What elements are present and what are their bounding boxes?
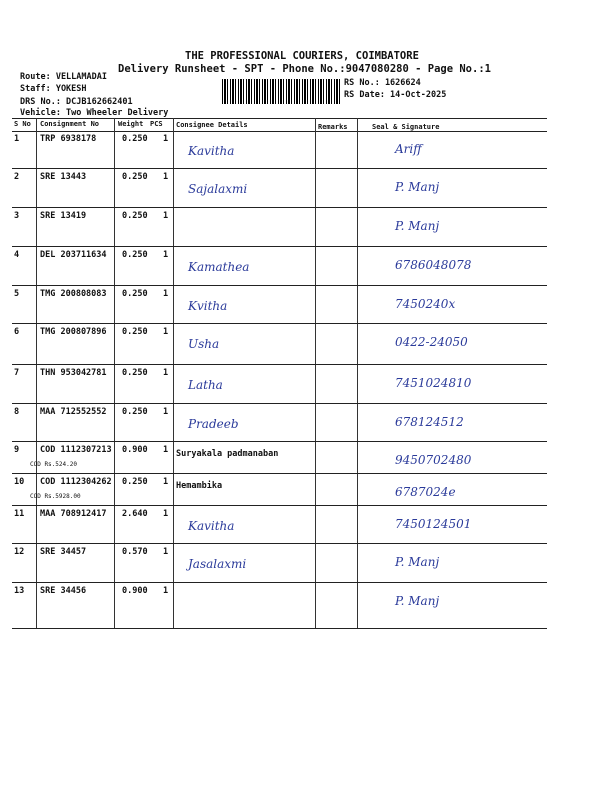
row-weight: 0.250 (122, 289, 148, 299)
row-pcs: 1 (163, 250, 169, 260)
row-weight: 0.250 (122, 407, 148, 417)
row-sno: 4 (14, 250, 20, 260)
row-pcs: 1 (163, 547, 169, 557)
row-signature: P. Manj (395, 555, 440, 569)
barcode (222, 79, 340, 104)
vehicle: Vehicle: Two Wheeler Delivery (20, 108, 169, 118)
row-rule (12, 403, 547, 404)
row-sno: 13 (14, 586, 25, 596)
row-cod-amount: COD Rs.524.20 (30, 461, 77, 468)
staff: Staff: YOKESH (20, 84, 87, 94)
row-consignment: TMG 200807896 (40, 327, 107, 337)
row-pcs: 1 (163, 368, 169, 378)
runsheet-subtitle: Delivery Runsheet - SPT - Phone No.:9047080280 - Page No.:1 (118, 63, 491, 75)
row-sno: 6 (14, 327, 20, 337)
col-rule (173, 118, 174, 628)
row-handwritten-name: Latha (188, 378, 223, 392)
row-pcs: 1 (163, 586, 169, 596)
row-consignment: SRE 13419 (40, 211, 87, 221)
header-bottom-rule (12, 131, 547, 132)
row-rule (12, 543, 547, 544)
row-handwritten-name: Usha (188, 337, 220, 351)
row-pcs: 1 (163, 445, 169, 455)
row-signature: 6786048078 (395, 258, 472, 272)
row-signature: 9450702480 (395, 453, 472, 467)
route: Route: VELLAMADAI (20, 72, 107, 82)
row-signature: P. Manj (395, 594, 440, 608)
row-rule (12, 473, 547, 474)
row-weight: 0.250 (122, 211, 148, 221)
col-rule (36, 118, 37, 628)
row-consignment: SRE 34457 (40, 547, 87, 557)
row-pcs: 1 (163, 134, 169, 144)
row-signature: 6787024e (395, 485, 456, 499)
row-handwritten-name: Kamathea (188, 260, 250, 274)
row-handwritten-name: Kavitha (188, 519, 235, 533)
row-sno: 9 (14, 445, 20, 455)
row-rule (12, 441, 547, 442)
row-sno: 7 (14, 368, 20, 378)
row-signature: 0422-24050 (395, 335, 468, 349)
row-consignment: SRE 13443 (40, 172, 87, 182)
row-handwritten-name: Kvitha (188, 299, 228, 313)
header-top-rule (12, 118, 547, 119)
row-rule (12, 364, 547, 365)
row-pcs: 1 (163, 477, 169, 487)
row-rule (12, 628, 547, 629)
row-signature: 7450240x (395, 297, 456, 311)
row-consignment: COD 1112307213 (40, 445, 112, 455)
row-sno: 1 (14, 134, 20, 144)
company-title: THE PROFESSIONAL COURIERS, COIMBATORE (185, 50, 419, 62)
row-sno: 2 (14, 172, 20, 182)
col-rule (315, 118, 316, 628)
row-handwritten-name: Sajalaxmi (188, 182, 248, 196)
col-consignee: Consignee Details (176, 121, 248, 129)
col-seal: Seal & Signature (372, 123, 440, 131)
row-signature: 7451024810 (395, 376, 472, 390)
row-weight: 0.900 (122, 586, 148, 596)
row-weight: 0.250 (122, 368, 148, 378)
row-sno: 10 (14, 477, 25, 487)
row-signature: 678124512 (395, 415, 464, 429)
col-rule (114, 118, 115, 628)
col-consignment: Consignment No (40, 120, 100, 128)
row-rule (12, 323, 547, 324)
row-pcs: 1 (163, 407, 169, 417)
row-rule (12, 246, 547, 247)
row-rule (12, 582, 547, 583)
row-consignment: COD 1112304262 (40, 477, 112, 487)
row-sno: 5 (14, 289, 20, 299)
col-sno: S No (14, 120, 31, 128)
rs-date: RS Date: 14-Oct-2025 (344, 90, 447, 100)
row-weight: 0.250 (122, 134, 148, 144)
row-consignment: DEL 203711634 (40, 250, 107, 260)
row-cod-amount: COD Rs.5928.00 (30, 493, 81, 500)
row-consignment: THN 953042781 (40, 368, 107, 378)
row-signature: P. Manj (395, 219, 440, 233)
row-pcs: 1 (163, 509, 169, 519)
row-weight: 0.250 (122, 250, 148, 260)
row-pcs: 1 (163, 211, 169, 221)
row-pcs: 1 (163, 327, 169, 337)
rs-number: RS No.: 1626624 (344, 78, 421, 88)
row-weight: 0.570 (122, 547, 148, 557)
drs-number: DRS No.: DCJB162662401 (20, 97, 133, 107)
row-consignment: MAA 708912417 (40, 509, 107, 519)
row-consignment: TMG 200808083 (40, 289, 107, 299)
row-handwritten-name: Kavitha (188, 144, 235, 158)
row-consignment: TRP 6938178 (40, 134, 97, 144)
row-weight: 0.250 (122, 327, 148, 337)
row-weight: 0.250 (122, 477, 148, 487)
col-remarks: Remarks (318, 123, 348, 131)
row-signature: Ariff (395, 142, 422, 156)
row-consignment: MAA 712552552 (40, 407, 107, 417)
row-sno: 3 (14, 211, 20, 221)
row-sno: 11 (14, 509, 25, 519)
col-rule (357, 118, 358, 628)
col-pcs: PCS (150, 120, 163, 128)
row-sno: 8 (14, 407, 20, 417)
row-signature: 7450124501 (395, 517, 472, 531)
row-consignee: Suryakala padmanaban (176, 449, 279, 459)
col-weight: Weight (118, 120, 144, 128)
row-pcs: 1 (163, 172, 169, 182)
row-weight: 0.900 (122, 445, 148, 455)
row-weight: 0.250 (122, 172, 148, 182)
row-weight: 2.640 (122, 509, 148, 519)
row-rule (12, 168, 547, 169)
row-rule (12, 207, 547, 208)
row-handwritten-name: Pradeeb (188, 417, 239, 431)
row-signature: P. Manj (395, 180, 440, 194)
row-pcs: 1 (163, 289, 169, 299)
row-handwritten-name: Jasalaxmi (188, 557, 247, 571)
row-consignment: SRE 34456 (40, 586, 87, 596)
row-rule (12, 285, 547, 286)
row-rule (12, 505, 547, 506)
row-sno: 12 (14, 547, 25, 557)
row-consignee: Hemambika (176, 481, 223, 491)
